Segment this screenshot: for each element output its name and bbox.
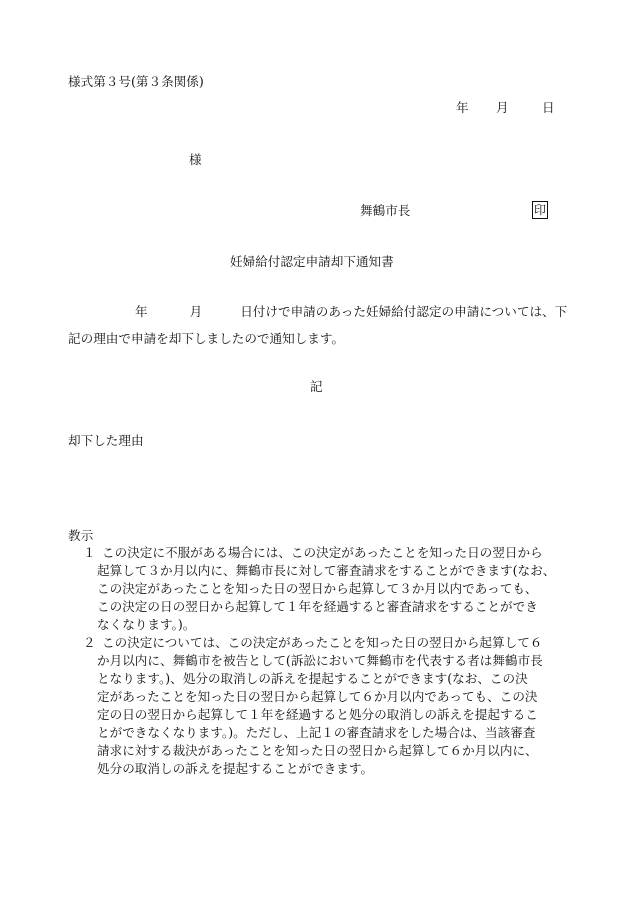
form-number: 様式第３号(第３条関係) — [68, 74, 204, 89]
issuer-name: 舞鶴市長 — [360, 203, 411, 218]
ki-heading: 記 — [310, 379, 323, 394]
body-text-line-2: 記の理由で申請を却下しましたので通知します。 — [68, 331, 345, 346]
instruction-line: か月以内に、舞鶴市を被告として(訴訟において舞鶴市を代表する者は舞鶴市長 — [97, 653, 543, 668]
date-month-label: 月 — [496, 100, 509, 115]
instruction-line: 起算して３か月以内に、舞鶴市長に対して審査請求をすることができます(なお、 — [97, 563, 556, 578]
addressee-suffix: 様 — [189, 152, 202, 167]
instruction-line: この決定があったことを知った日の翌日から起算して３か月以内であっても、 — [97, 581, 538, 596]
instruction-line: とができなくなります。)。ただし、上記１の審査請求をした場合は、当該審査 — [97, 725, 536, 740]
instruction-line: 定の日の翌日から起算して１年を経過すると処分の取消しの訴えを提起するこ — [97, 707, 538, 722]
body-text-rest: 日付けで申請のあった妊婦給付認定の申請については、下 — [240, 304, 568, 319]
body-text-line-1 — [135, 306, 567, 319]
instruction-line: なくなります。)。 — [97, 617, 196, 632]
instruction-item-number: １ — [83, 545, 96, 560]
instruction-line: 定があったことを知った日の翌日から起算して６か月以内であっても、この決 — [97, 689, 538, 704]
instruction-line: となります。)、処分の取消しの訴えを提起することができます(なお、この決 — [97, 671, 528, 686]
instruction-line: この決定の日の翌日から起算して１年を経過すると審査請求をすることができ — [97, 599, 538, 614]
body-year-label: 年 — [135, 304, 148, 319]
reason-heading: 却下した理由 — [68, 433, 144, 448]
instruction-line: この決定に不服がある場合には、この決定があったことを知った日の翌日から — [102, 545, 543, 560]
date-day-label: 日 — [542, 100, 555, 115]
body-month-label: 月 — [189, 304, 203, 319]
instruction-line: この決定については、この決定があったことを知った日の翌日から起算して６ — [102, 635, 543, 650]
date-year-label: 年 — [456, 100, 469, 115]
date-line — [456, 102, 555, 115]
instruction-heading: 教示 — [68, 528, 94, 543]
seal-mark: 印 — [533, 203, 546, 217]
instruction-item-number: ２ — [83, 635, 96, 650]
instruction-line: 請求に対する裁決があったことを知った日の翌日から起算して６か月以内に、 — [97, 743, 538, 758]
instruction-line: 処分の取消しの訴えを提起することができます。 — [97, 761, 374, 776]
document-title: 妊婦給付認定申請却下通知書 — [230, 254, 394, 269]
